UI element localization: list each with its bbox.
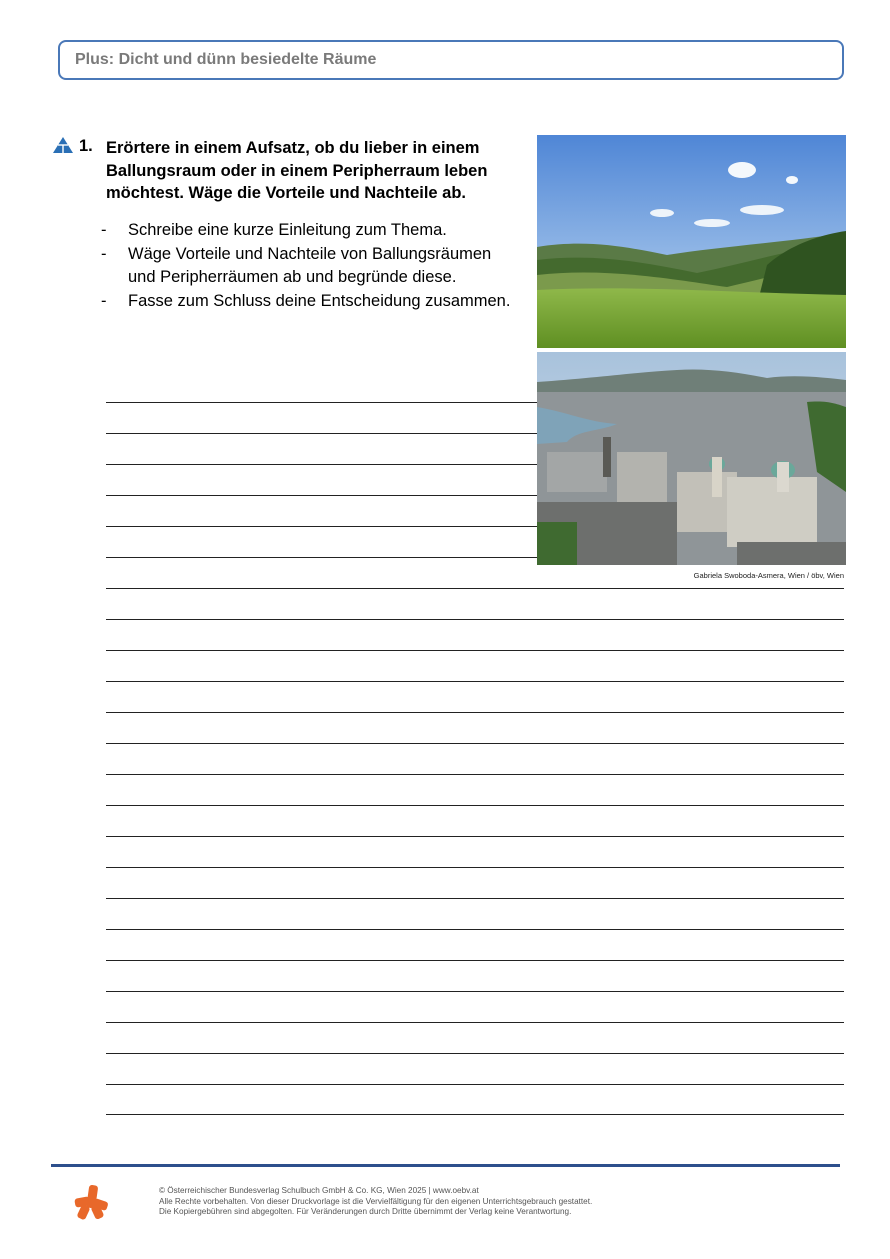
instruction-item: - Fasse zum Schluss deine Entscheidung zusammen.	[101, 290, 521, 314]
task-number: 1.	[79, 137, 93, 155]
instruction-item: - Schreibe eine kurze Einleitung zum Thema.	[101, 219, 521, 243]
writing-line	[106, 495, 537, 496]
task-prompt: Erörtere in einem Aufsatz, ob du lieber in einem Ballungsraum oder in einem Peripherraum leben möchtest. Wäge die Vorteile und Nachteile ab.	[106, 139, 488, 202]
writing-line	[106, 867, 844, 868]
writing-line	[106, 960, 844, 961]
writing-line	[106, 526, 537, 527]
writing-line	[106, 588, 844, 589]
writing-line	[106, 1053, 844, 1054]
writing-line	[106, 836, 844, 837]
writing-line	[106, 1022, 844, 1023]
writing-line	[106, 991, 844, 992]
header-box	[58, 40, 844, 80]
writing-line	[106, 774, 844, 775]
city-aerial-photo	[537, 352, 846, 565]
writing-line	[106, 433, 537, 434]
writing-line	[106, 898, 844, 899]
oebv-asterisk-logo-icon	[72, 1183, 110, 1221]
writing-line	[106, 557, 537, 558]
page-title: Plus: Dicht und dünn besiedelte Räume	[75, 51, 377, 68]
footer-line: © Österreichischer Bundesverlag Schulbuch GmbH & Co. KG, Wien 2025 | www.oebv.at	[159, 1186, 479, 1195]
writing-line	[106, 1114, 844, 1115]
triangle-difficulty-icon	[52, 136, 74, 154]
writing-line	[106, 805, 844, 806]
writing-line	[106, 681, 844, 682]
writing-line	[106, 650, 844, 651]
writing-line	[106, 464, 537, 465]
rural-landscape-photo	[537, 135, 846, 348]
photo-credit: Gabriela Swoboda-Asmera, Wien / öbv, Wien	[693, 571, 844, 580]
writing-line	[106, 712, 844, 713]
writing-line	[106, 1084, 844, 1085]
writing-line	[106, 743, 844, 744]
writing-line	[106, 929, 844, 930]
footer-line: Die Kopiergebühren sind abgegolten. Für Veränderungen durch Dritte übernimmt der Verlag keine Verantwortung.	[159, 1207, 572, 1216]
footer-divider	[51, 1164, 840, 1167]
footer-line: Alle Rechte vorbehalten. Von dieser Druckvorlage ist die Vervielfältigung für den eigenen Unterrichtsgebrauch gestattet.	[159, 1196, 593, 1206]
instruction-list	[101, 219, 521, 313]
writing-line	[106, 402, 537, 403]
footer-copyright	[159, 1186, 839, 1218]
writing-line	[106, 619, 844, 620]
instruction-item: - Wäge Vorteile und Nachteile von Ballungsräumen und Peripherräumen ab und begründe diese.	[101, 243, 521, 290]
